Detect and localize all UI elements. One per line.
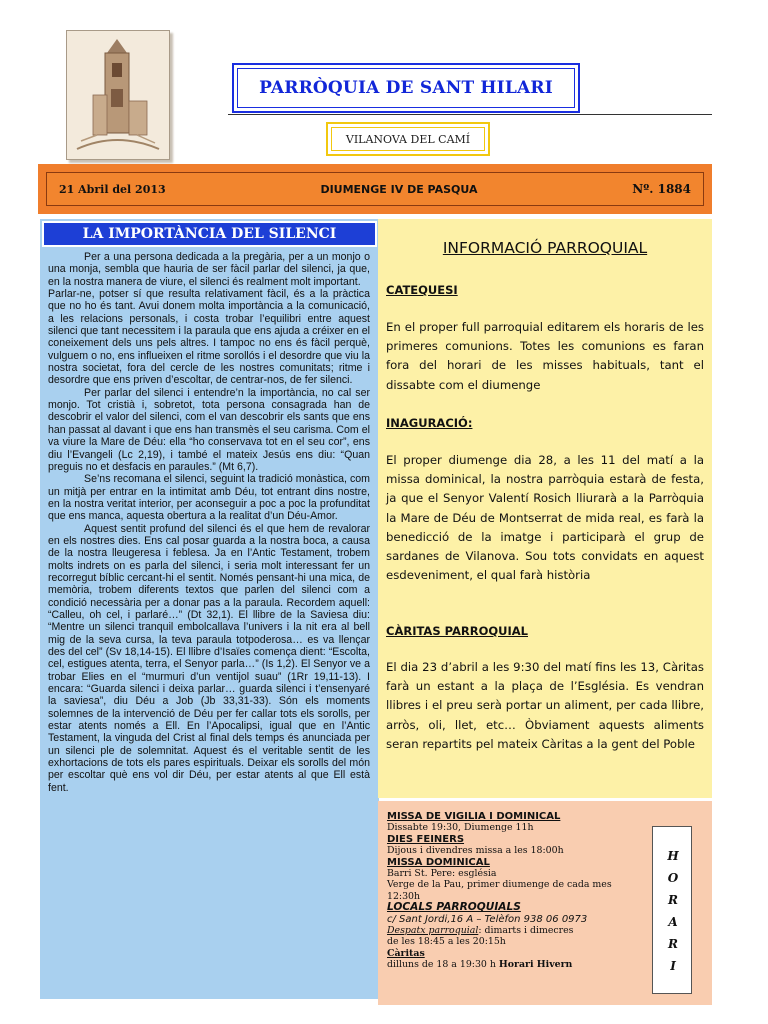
horari-letter: H	[667, 849, 679, 863]
schedule-feiners-times: Dijous i divendres missa a les 18:00h	[387, 845, 564, 857]
parish-title: PARRÒQUIA DE SANT HILARI	[259, 78, 553, 98]
title-box-inner	[237, 68, 575, 108]
schedule-despatx-days: : dimarts i dimecres	[478, 925, 574, 937]
town-name: VILANOVA DEL CAMÍ	[331, 127, 485, 151]
schedule-text	[387, 811, 647, 971]
section-text-inauguracio: El proper diumenge dia 28, a les 11 del matí a la missa dominical, la nostra parròquia estarà de festa, ja que el Senyor Valentí Rosich lliurarà a la Parròquia la Mare de Déu de Montserrat de mida real, es farà la benedicció de la imatge i participarà el grup de sardanes de Vilanova. Sou tots convidats en aquest esdeveniment, el qual farà història	[386, 453, 704, 583]
schedule-vigilia-times: Dissabte 19:30, Diumenge 11h	[387, 822, 534, 834]
article-paragraph: Per a una persona dedicada a la pregària, per a un monjo o una monja, sembla que hauria de ser fàcil parlar del silenci, ja que, en la nostra manera de viure, el silenci és realment molt important.	[48, 251, 370, 288]
schedule-caritas-times: dilluns de 18 a 19:30 h	[387, 959, 499, 971]
schedule-caritas-label: Càritas	[387, 947, 425, 959]
parish-logo	[66, 30, 170, 160]
article-paragraph: Per parlar del silenci i entendre’n la importància, no cal ser monjo. Tot cristià i, sobretot, tota persona consagrada han de descobrir el valor del silenci, com el van descobrir els sants que ens han passat al davant i que ens han transmès el seu carisma. Com el va viure la Mare de Déu: ella “ho conservava tot en el seu cor”, ens diu l’Evangeli (Lc 2,19), i també el mateix Jesús ens diu: “Quan preguis no et desfacis en paraules.” (Mt 6,7).	[48, 386, 370, 473]
date-band	[38, 164, 712, 214]
subtitle-box	[326, 122, 490, 156]
horari-letter: R	[668, 937, 678, 951]
horari-letter: O	[667, 871, 679, 885]
section-heading-inauguracio: INAGURACIÓ:	[386, 416, 473, 430]
schedule-despatx-line	[387, 925, 647, 936]
section-text-catequesi: En el proper full parroquial editarem els horaris de les primeres comunions. Totes les comunions es faran fora del horari de les misses habituals, tant el dissabte com el diumenge	[386, 320, 704, 392]
article-body	[48, 251, 370, 794]
article-paragraph: Se’ns recomana el silenci, seguint la tradició monàstica, com un mitjà per entrar en la intimitat amb Déu, tot entrant dins nostre, en la nostra veritat interior, per aconseguir a poc a poc la profunditat que ens manca, aquesta obertura a la realitat d’un Déu-Amor.	[48, 473, 370, 523]
schedule-dominical-times: Verge de la Pau, primer diumenge de cada mes 12:30h	[387, 879, 612, 902]
article-paragraph: Parlar-ne, potser sí que resulta relativament fàcil, és a la pràctica que no ho és tant. Avui donem molta importància a la comunicació, a les relacions personals, i costa trobar l’equilibri entre aquest silenci que tant necessitem i la paraula que ens ajuda a créixer en el coneixement dels uns pels altres. I tampoc no ens és fàcil perquè, vulguem o no, ens influeixen el ritme sorollós i el desordre que viu la nostra societat, fora del cercle de les nostres comunitats; ritme i desordre que ens priven d’escoltar, de centrar-nos, de fer silenci.	[48, 288, 370, 387]
issue-date: 21 Abril del 2013	[59, 182, 166, 196]
title-box	[232, 63, 580, 113]
section-text-caritas: El dia 23 d’abril a les 9:30 del matí fins les 13, Càritas farà un estant a la plaça de l’Església. Es vendran llibres i el preu serà portar un aliment, per cada llibre, arròs, oli, llet, etc… Òbviament aquests aliments seran repartits pel mateix Càritas a la gent del Poble	[386, 660, 704, 751]
schedule-locals-address: c/ Sant Jordi,16 A – Telèfon 938 06 0973	[387, 913, 588, 925]
header-rule	[228, 114, 712, 115]
schedule-caritas-season: Horari Hivern	[498, 959, 573, 971]
schedule-dominical-place: Barri St. Pere: església	[387, 868, 497, 880]
article-paragraph: Aquest sentit profund del silenci és el que hem de revalorar en els nostres dies. Ens cal posar guarda a la nostra boca, a causa de la nostra lleugeresa i feblesa. Ja en l’Antic Testament, trobem molts indrets on es parla del silenci, i seria molt interessant fer un recorregut bíblic cercant-hi el sentit. Només pensant-hi una mica, de memòria, trobem diferents textos que parlen del silenci com a condició necessària per a donar pas a la paraula. Recordem aquell: “Calleu, oh cel, i parlaré…” (Dt 32,1). El llibre de la Saviesa diu: “Mentre un silenci tranquil embolcallava l’univers i la nit era al bell mig de la seva cursa, la teva paraula totpoderosa… es va llençar des del cel” (Sv 18,14-15). El llibre d’Isaïes comença dient: “Escolta, cel, estigues atenta, terra, el Senyor parla…” (Is 1,2). El Senyor ve a trobar Elies en el “murmuri d’un ventijol suau” (1Rr 19,11-13). I encara: “Guarda silenci i deixa parlar… guarda silenci i t’ensenyaré la saviesa”, diu Déu a Job (Jb 33,31-33). Són els moments solemnes de la intervenció de Déu per fer callar tots els sorolls, per estar atents només a Ell. En l’Apocalipsi, igual que en l’Antic Testament, la vinguda del Crist al final dels temps és anunciada per un silenci ple de solemnitat. Aquest és el veritable sentit de les exhortacions de tots els pares espirituals. Deixar els sorolls del món per escoltar què ens vol dir Déu, per estar atents al que Ell està fent.	[48, 522, 370, 794]
horari-letter: R	[668, 893, 678, 907]
schedule-heading-dominical: MISSA DOMINICAL	[387, 856, 490, 868]
info-title: INFORMACIÓ PARROQUIAL	[442, 239, 648, 257]
horari-letter: A	[668, 915, 678, 929]
schedule-heading-locals: LOCALS PARROQUIALS	[387, 901, 521, 914]
horari-vertical-label	[652, 826, 692, 994]
liturgical-sunday: DIUMENGE IV DE PASQUA	[320, 182, 478, 196]
section-heading-catequesi: CATEQUESI	[386, 283, 458, 297]
issue-number: Nº. 1884	[632, 182, 691, 196]
schedule-despatx-hours: de les 18:45 a les 20:15h	[387, 936, 506, 948]
schedule-despatx-label: Despatx parroquial	[387, 925, 479, 937]
section-heading-caritas: CÀRITAS PARROQUIAL	[386, 624, 528, 638]
church-tower-icon	[67, 31, 169, 159]
schedule-caritas-line	[387, 959, 647, 970]
date-band-inner	[46, 172, 704, 206]
schedule-heading-vigilia: MISSA DE VIGILIA I DOMINICAL	[387, 811, 561, 822]
article-title: LA IMPORTÀNCIA DEL SILENCI	[42, 221, 377, 247]
schedule-heading-feiners: DIES FEINERS	[387, 833, 465, 845]
horari-letter: I	[670, 959, 676, 973]
